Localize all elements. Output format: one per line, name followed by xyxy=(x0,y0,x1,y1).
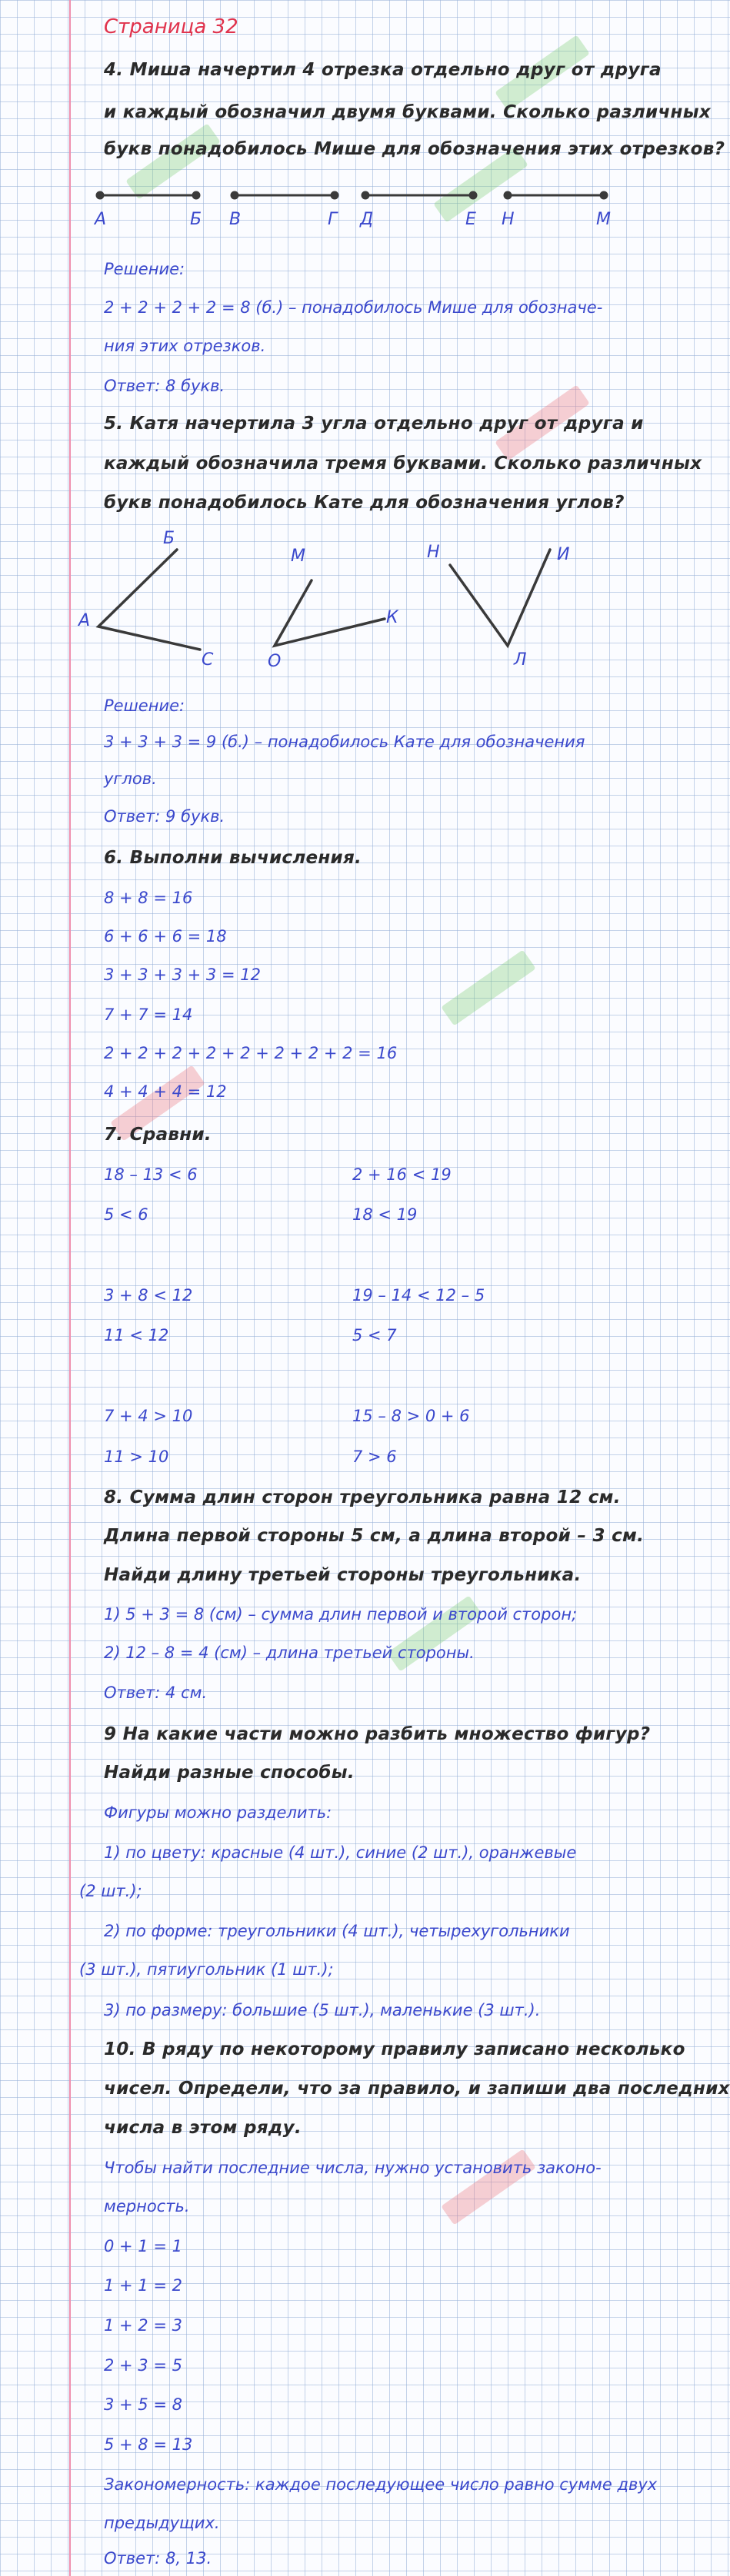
task7-left-item: 11 > 10 xyxy=(104,1448,169,1466)
segment-label: Б xyxy=(190,210,202,229)
task5-text-line-1: 5. Катя начертила 3 угла отдельно друг от друга и xyxy=(104,414,644,434)
task7-right-item: 7 > 6 xyxy=(352,1448,397,1466)
task5-solution-line-1: 3 + 3 + 3 = 9 (б.) – понадобилось Кате для обозначения xyxy=(104,733,585,751)
task4-text-line-2: и каждый обозначил двумя буквами. Сколько различных xyxy=(104,102,711,122)
task6-row: 2 + 2 + 2 + 2 + 2 + 2 + 2 + 2 = 16 xyxy=(104,1044,398,1062)
task9-solution-line: 3) по размеру: большие (5 шт.), маленькие (3 шт.). xyxy=(104,2001,541,2019)
angle-label: И xyxy=(557,545,570,564)
task9-solution-line: (3 шт.), пятиугольник (1 шт.); xyxy=(79,1960,334,1979)
task5-text-line-3: букв понадобилось Кате для обозначения углов? xyxy=(104,493,625,513)
task10-text-line-3: числа в этом ряду. xyxy=(104,2118,302,2138)
segment-point xyxy=(97,192,103,198)
task4-solution-line-2: ния этих отрезков. xyxy=(104,337,266,355)
task7-right-item: 5 < 7 xyxy=(352,1326,397,1345)
task8-text-line-2: Длина первой стороны 5 см, а длина второй – 3 см. xyxy=(104,1526,645,1546)
task4-answer: Ответ: 8 букв. xyxy=(104,377,225,395)
task4-text-line-3: букв понадобилось Мише для обозначения этих отрезков? xyxy=(104,139,725,159)
task9-solution-line: Фигуры можно разделить: xyxy=(104,1803,332,1822)
task7-left-item: 18 – 13 < 6 xyxy=(104,1165,198,1184)
task8-solution-line-1: 1) 5 + 3 = 8 (см) – сумма длин первой и второй сторон; xyxy=(104,1605,578,1624)
task7-right-item: 2 + 16 < 19 xyxy=(352,1165,452,1184)
angle-nli xyxy=(450,550,550,646)
segment-label: Д xyxy=(360,210,374,229)
task10-intro-line-1: Чтобы найти последние числа, нужно установить законо- xyxy=(104,2159,602,2177)
angle-label: О xyxy=(268,652,282,671)
segment-point xyxy=(232,192,238,198)
task8-text-line-1: 8. Сумма длин сторон треугольника равна 12 см. xyxy=(104,1487,621,1507)
notebook-margin-line xyxy=(69,0,71,2576)
segment-label: В xyxy=(229,210,242,229)
task10-row: 1 + 2 = 3 xyxy=(104,2316,182,2335)
segment-label: Г xyxy=(328,210,338,229)
segments-figure xyxy=(0,184,615,231)
watermark-badge xyxy=(441,949,536,1025)
task4-solution-title: Решение: xyxy=(104,260,185,278)
task6-row: 8 + 8 = 16 xyxy=(104,889,193,907)
angle-bac xyxy=(98,550,200,650)
task10-rule-line-2: предыдущих. xyxy=(104,2514,220,2532)
angle-label: А xyxy=(78,611,91,630)
task7-left-item: 7 + 4 > 10 xyxy=(104,1407,193,1425)
segment-label: Н xyxy=(502,210,515,229)
segment-point xyxy=(362,192,368,198)
task5-solution-title: Решение: xyxy=(104,696,185,715)
task10-text-line-1: 10. В ряду по некоторому правилу записано несколько xyxy=(104,2039,685,2059)
task10-row: 5 + 8 = 13 xyxy=(104,2435,193,2454)
angle-label: К xyxy=(386,608,398,627)
task8-answer: Ответ: 4 см. xyxy=(104,1684,208,1702)
task10-rule-line-1: Закономерность: каждое последующее число равно сумме двух xyxy=(104,2475,658,2494)
segment-point xyxy=(470,192,476,198)
task9-solution-line: 2) по форме: треугольники (4 шт.), четырехугольники xyxy=(104,1922,570,1940)
angle-mok xyxy=(275,580,385,646)
task7-left-item: 5 < 6 xyxy=(104,1205,148,1224)
task6-row: 7 + 7 = 14 xyxy=(104,1005,193,1024)
task10-answer: Ответ: 8, 13. xyxy=(104,2549,212,2568)
angle-label: Б xyxy=(163,529,175,548)
segment-point xyxy=(332,192,338,198)
task6-row: 4 + 4 + 4 = 12 xyxy=(104,1082,227,1101)
task6-row: 6 + 6 + 6 = 18 xyxy=(104,927,227,946)
task8-solution-line-2: 2) 12 – 8 = 4 (см) – длина третьей стороны. xyxy=(104,1644,475,1662)
angle-label: Н xyxy=(427,543,440,562)
task4-solution-line-1: 2 + 2 + 2 + 2 = 8 (б.) – понадобилось Мише для обозначе- xyxy=(104,298,603,317)
segment-label: Е xyxy=(465,210,476,229)
segment-point xyxy=(505,192,511,198)
task5-text-line-2: каждый обозначила тремя буквами. Сколько различных xyxy=(104,454,702,474)
angle-label: С xyxy=(202,650,214,670)
task7-right-item: 19 – 14 < 12 – 5 xyxy=(352,1286,485,1305)
page-title: Страница 32 xyxy=(104,15,238,38)
task7-title: 7. Сравни. xyxy=(104,1125,212,1145)
task8-text-line-3: Найди длину третьей стороны треугольника. xyxy=(104,1565,582,1585)
task10-intro-line-2: мерность. xyxy=(104,2197,190,2215)
task10-row: 3 + 5 = 8 xyxy=(104,2395,182,2414)
angle-label: М xyxy=(291,547,305,566)
angle-label: Л xyxy=(514,650,527,670)
task6-row: 3 + 3 + 3 + 3 = 12 xyxy=(104,966,261,984)
task7-right-item: 18 < 19 xyxy=(352,1205,418,1224)
task10-row: 2 + 3 = 5 xyxy=(104,2356,182,2375)
task7-left-item: 3 + 8 < 12 xyxy=(104,1286,193,1305)
task10-text-line-2: чисел. Определи, что за правило, и запиши два последних xyxy=(104,2079,730,2099)
task7-left-item: 11 < 12 xyxy=(104,1326,169,1345)
task9-text-line-2: Найди разные способы. xyxy=(104,1763,355,1783)
task10-row: 0 + 1 = 1 xyxy=(104,2237,182,2255)
task7-right-item: 15 – 8 > 0 + 6 xyxy=(352,1407,470,1425)
task6-title: 6. Выполни вычисления. xyxy=(104,848,362,868)
task9-solution-line: 1) по цвету: красные (4 шт.), синие (2 шт.), оранжевые xyxy=(104,1843,577,1862)
task4-text-line-1: 4. Миша начертил 4 отрезка отдельно друг от друга xyxy=(104,60,662,80)
task9-text-line-1: 9 На какие части можно разбить множество фигур? xyxy=(104,1724,651,1744)
task5-answer: Ответ: 9 букв. xyxy=(104,807,225,826)
task9-solution-line: (2 шт.); xyxy=(79,1882,142,1900)
task10-row: 1 + 1 = 2 xyxy=(104,2276,182,2295)
segment-label: А xyxy=(95,210,107,229)
segment-label: М xyxy=(596,210,611,229)
segment-point xyxy=(601,192,607,198)
task5-solution-line-2: углов. xyxy=(104,769,157,788)
segment-point xyxy=(193,192,199,198)
